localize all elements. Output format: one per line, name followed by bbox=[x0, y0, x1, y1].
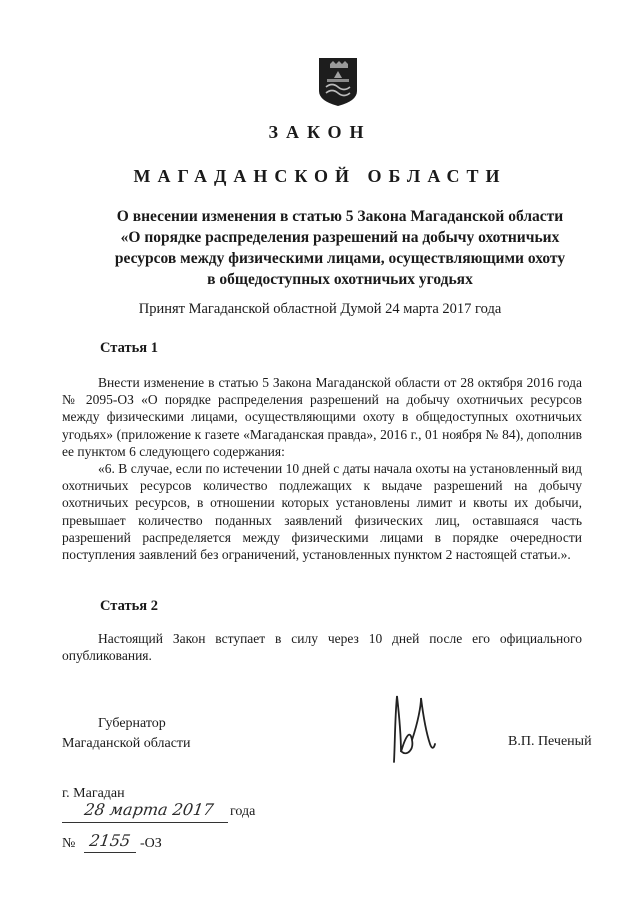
heading-line: «О порядке распределения разрешений на добычу охотничьих bbox=[120, 229, 560, 246]
date-suffix: года bbox=[230, 804, 256, 819]
number-sign: № bbox=[62, 836, 76, 851]
signing-date bbox=[62, 800, 322, 826]
signing-city: г. Магадан bbox=[62, 786, 125, 801]
signatory-title bbox=[62, 714, 191, 754]
number-suffix: -ОЗ bbox=[140, 836, 162, 851]
coat-of-arms-icon bbox=[318, 57, 358, 107]
law-title: ЗАКОН bbox=[268, 122, 372, 142]
heading-line: О внесении изменения в статью 5 Закона Магаданской области bbox=[116, 208, 564, 225]
article-1-body bbox=[62, 374, 582, 563]
signatory-title-line: Губернатор bbox=[98, 716, 166, 731]
signatory-title-line: Магаданской области bbox=[62, 736, 191, 751]
article-1-paragraph: Внести изменение в статью 5 Закона Магаданской области от 28 октября 2016 года № 2095-ОЗ «О порядке распределения разрешений на добычу охотничьих ресурсов между физическими лицами, осуществляющими охоту в общедоступных охотничьих угодьях» (приложение к газете «Магаданская правда», 2016 г., 01 ноября № 84), дополнив ее пунктом 6 следующего содержания: bbox=[62, 375, 582, 459]
signatory-name: В.П. Печеный bbox=[508, 734, 592, 749]
date-underline bbox=[62, 822, 228, 823]
law-number bbox=[62, 831, 262, 862]
handwritten-date: 28 марта 2017 bbox=[83, 800, 215, 819]
adoption-line: Принят Магаданской областной Думой 24 марта 2017 года bbox=[138, 301, 502, 317]
heading-line: ресурсов между физическими лицами, осуществляющими охоту bbox=[114, 250, 566, 267]
law-heading bbox=[60, 206, 620, 290]
handwritten-number: 2155 bbox=[88, 831, 132, 850]
article-1-paragraph: «6. В случае, если по истечении 10 дней с даты начала охоты на установленный вид охотничьих ресурсов количество подлежащих к выдаче разрешений на добычу охотничьих ресурсов, в отношении которых установлены лимит и квоты их добычи, превышает количество поданных заявлений физических лиц, оставшаяся часть разрешений распределяется между физическими лицами в порядке очередности поступления заявлений без ограничений, установленных пунктом 2 настоящей статьи.». bbox=[62, 461, 582, 563]
article-2-title: Статья 2 bbox=[100, 598, 158, 614]
signature-icon bbox=[390, 692, 436, 764]
article-2-body bbox=[62, 630, 582, 664]
heading-line: в общедоступных охотничьих угодьях bbox=[207, 271, 473, 288]
article-1-title: Статья 1 bbox=[100, 340, 158, 356]
number-underline bbox=[84, 852, 136, 853]
article-2-paragraph: Настоящий Закон вступает в силу через 10 дней после его официального опубликования. bbox=[62, 631, 582, 664]
region-title: МАГАДАНСКОЙ ОБЛАСТИ bbox=[133, 166, 507, 186]
